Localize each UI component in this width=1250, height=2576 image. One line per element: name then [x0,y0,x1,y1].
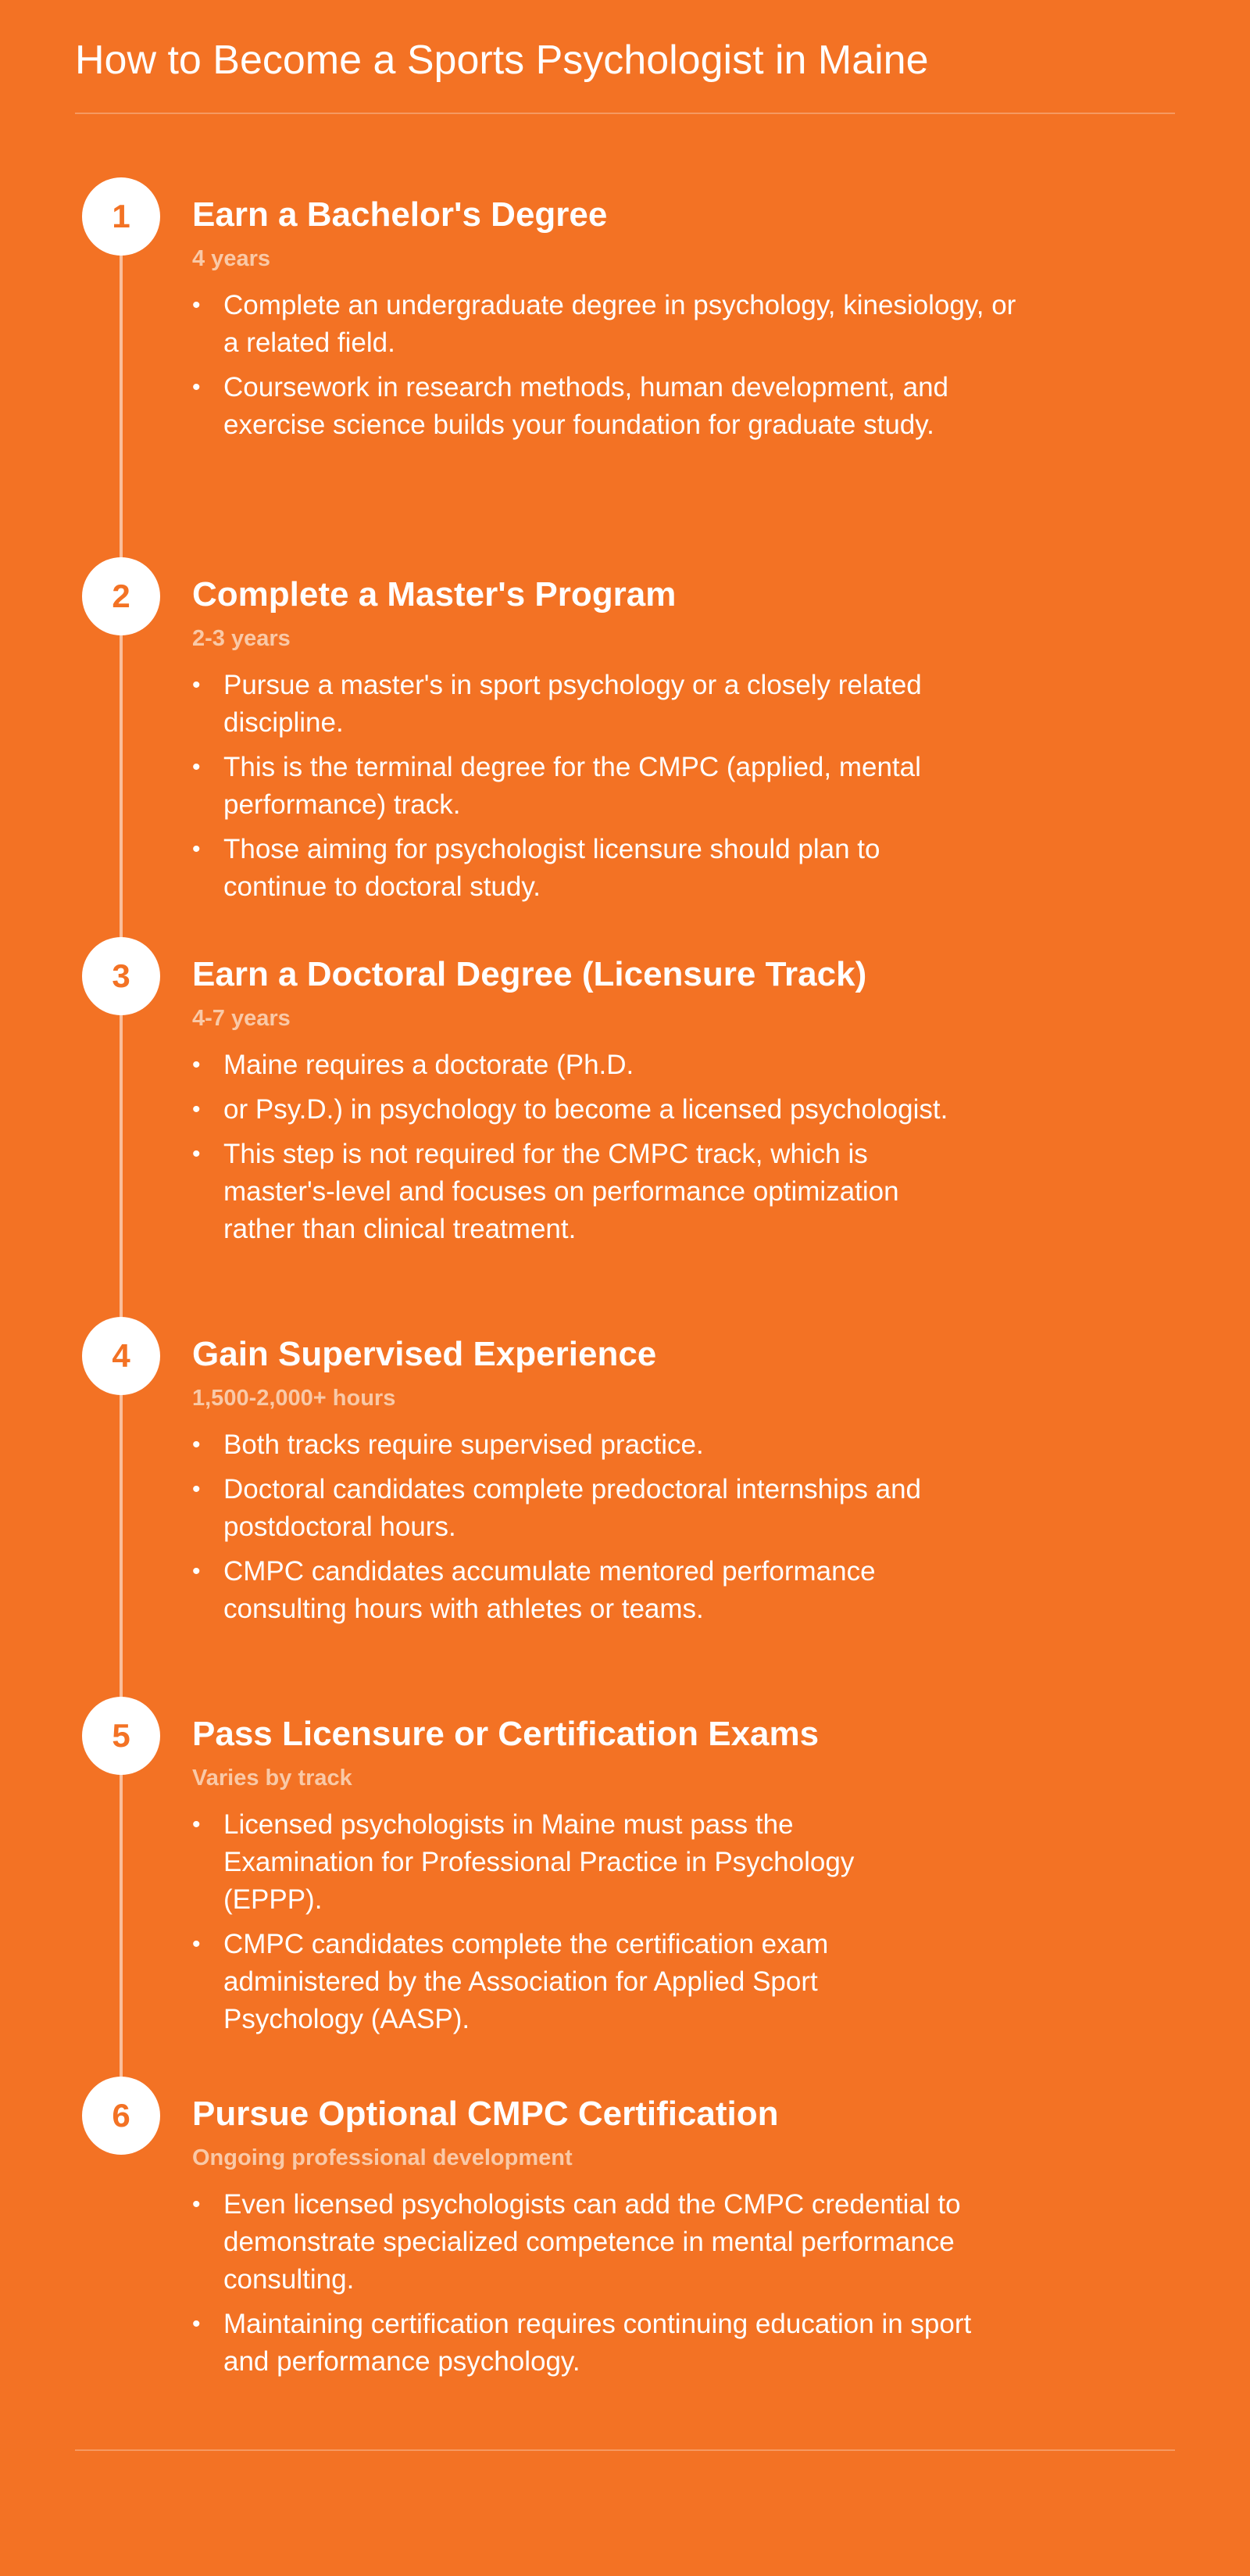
step-number-circle: 4 [82,1317,160,1395]
step-title: Pass Licensure or Certification Exams [192,1715,820,1753]
timeline-connector-line [120,216,123,2115]
step-duration: 4-7 years [192,1006,291,1031]
bullet-item: • CMPC candidates complete the certification exam administered by the Association for Applied Sport Psychology (AASP). [192,1926,942,2038]
step-number-circle: 5 [82,1697,160,1775]
bullet-item: • Even licensed psychologists can add the CMPC credential to demonstrate specialized competence in mental performance consulting. [192,2186,997,2299]
bullet-item: • This is the terminal degree for the CMPC (applied, mental performance) track. [192,749,942,824]
bullet-item: • or Psy.D.) in psychology to become a licensed psychologist. [192,1091,973,1129]
step-bullet-list [192,287,1020,451]
step-number-circle: 1 [82,177,160,256]
step-duration: Varies by track [192,1766,352,1791]
step-bullet-list [192,1426,942,1635]
page-title: How to Become a Sports Psychologist in Maine [75,38,929,83]
bullet-item: • Maine requires a doctorate (Ph.D. [192,1046,973,1084]
step-bullet-list [192,667,942,913]
bullet-item: • CMPC candidates accumulate mentored performance consulting hours with athletes or teams. [192,1553,942,1628]
step-duration: Ongoing professional development [192,2145,573,2170]
bullet-item: • Complete an undergraduate degree in psychology, kinesiology, or a related field. [192,287,1020,362]
step-title: Gain Supervised Experience [192,1335,657,1373]
step-title: Pursue Optional CMPC Certification [192,2095,779,2133]
bullet-item: • Licensed psychologists in Maine must pass the Examination for Professional Practice in Psychology (EPPP). [192,1806,942,1919]
step-bullet-list [192,2186,997,2388]
bullet-item: • Maintaining certification requires continuing education in sport and performance psychology. [192,2306,997,2381]
step-duration: 2-3 years [192,626,291,651]
step-bullet-list [192,1806,942,2045]
bullet-item: • Those aiming for psychologist licensure should plan to continue to doctoral study. [192,831,942,906]
step-duration: 1,500-2,000+ hours [192,1386,396,1411]
bullet-item: • This step is not required for the CMPC track, which is master's-level and focuses on performance optimization rather than clinical treatment. [192,1136,973,1248]
step-title: Complete a Master's Program [192,575,677,614]
step-number-circle: 6 [82,2077,160,2155]
step-title: Earn a Bachelor's Degree [192,195,608,234]
step-title: Earn a Doctoral Degree (Licensure Track) [192,955,867,993]
bullet-item: • Doctoral candidates complete predoctoral internships and postdoctoral hours. [192,1471,942,1546]
step-duration: 4 years [192,246,270,271]
step-bullet-list [192,1046,973,1255]
bullet-item: • Both tracks require supervised practice. [192,1426,942,1464]
footer-divider [75,2449,1175,2451]
bullet-item: • Pursue a master's in sport psychology or a closely related discipline. [192,667,942,742]
step-number-circle: 2 [82,557,160,635]
bullet-item: • Coursework in research methods, human development, and exercise science builds your foundation for graduate study. [192,369,1020,444]
step-number-circle: 3 [82,937,160,1015]
